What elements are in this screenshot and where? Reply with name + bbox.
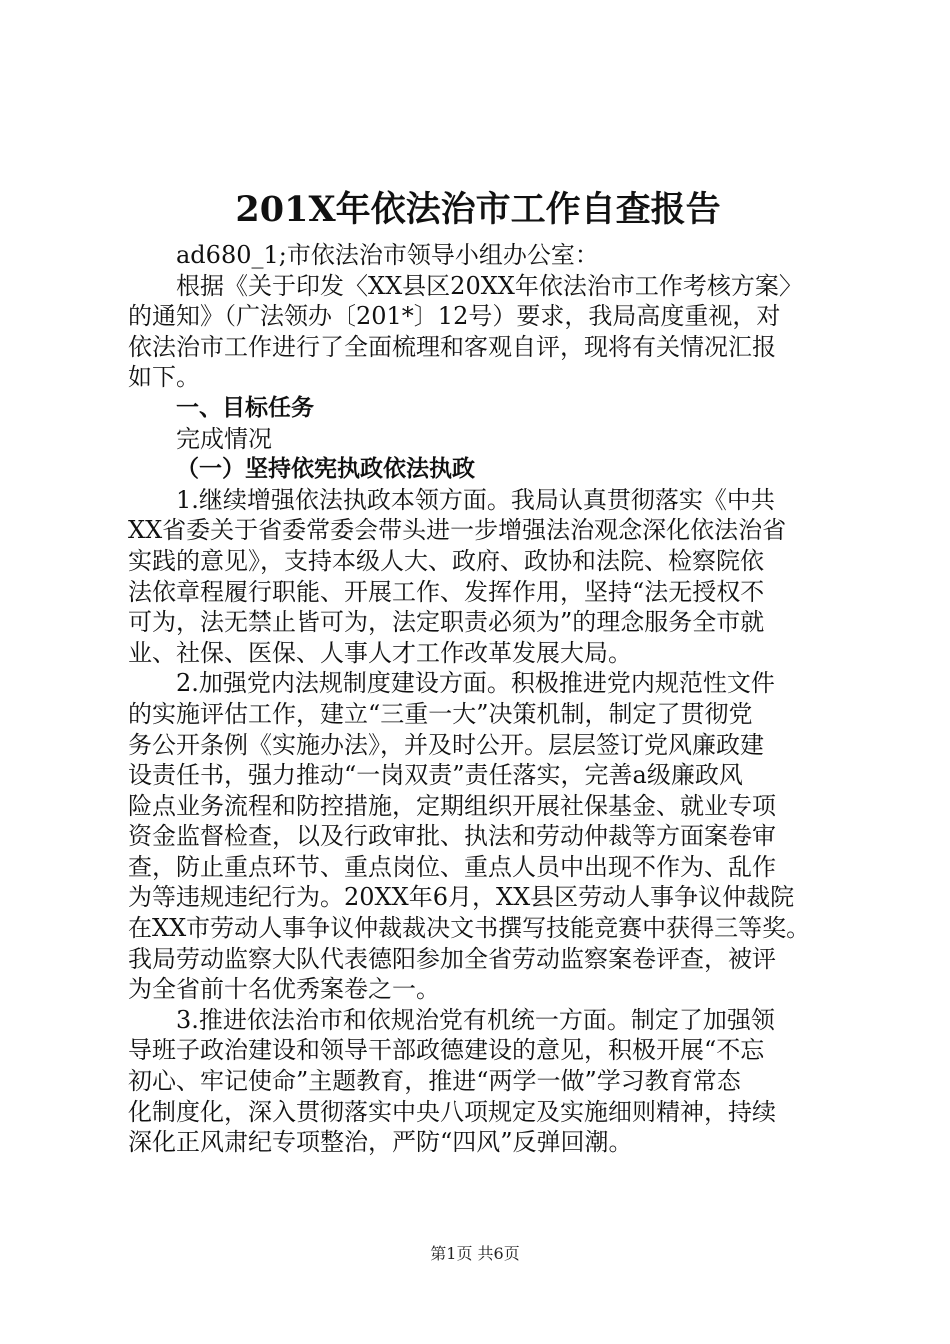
body-text-line: 依法治市工作进行了全面梳理和客观自评，现将有关情况汇报 bbox=[128, 332, 776, 361]
body-text-line: 1.继续增强依法执政本领方面。我局认真贯彻落实《中共 bbox=[176, 485, 775, 514]
body-text-line: 查，防止重点环节、重点岗位、重点人员中出现不作为、乱作 bbox=[128, 852, 776, 881]
body-text-line: 的实施评估工作，建立“三重一大”决策机制，制定了贯彻党 bbox=[128, 699, 753, 728]
body-text-line: XX省委关于省委常委会带头进一步增强法治观念深化依法治省 bbox=[128, 516, 787, 545]
body-text-line: 在XX市劳动人事争议仲裁裁决文书撰写技能竞赛中获得三等奖。 bbox=[128, 914, 811, 943]
body-text-line: ad680_1;市依法治市领导小组办公室： bbox=[176, 241, 599, 269]
body-text-line: 实践的意见》，支持本级人大、政府、政协和法院、检察院依 bbox=[128, 546, 764, 575]
section-heading: 一、目标任务 bbox=[176, 394, 314, 421]
body-text-line: 务公开条例《实施办法》，并及时公开。层层签订党风廉政建 bbox=[128, 730, 764, 759]
section-heading: （一）坚持依宪执政依法执政 bbox=[176, 456, 475, 483]
body-text-line: 为全省前十名优秀案卷之一。 bbox=[128, 975, 440, 1004]
body-text-line: 险点业务流程和防控措施，定期组织开展社保基金、就业专项 bbox=[128, 791, 776, 820]
body-text-line: 3.推进依法治市和依规治党有机统一方面。制定了加强领 bbox=[176, 1005, 775, 1034]
body-text-line: 2.加强党内法规制度建设方面。积极推进党内规范性文件 bbox=[176, 669, 775, 698]
body-text-line: 的通知》（广法领办〔201*〕12号）要求，我局高度重视，对 bbox=[128, 302, 781, 331]
body-text-line: 业、社保、医保、人事人才工作改革发展大局。 bbox=[128, 638, 632, 667]
body-text-line: 可为，法无禁止皆可为，法定职责必须为”的理念服务全市就 bbox=[128, 608, 765, 637]
body-text-line: 如下。 bbox=[128, 363, 200, 392]
document-title: 201X年依法治市工作自查报告 bbox=[235, 189, 721, 230]
body-text-line: 我局劳动监察大队代表德阳参加全省劳动监察案卷评查，被评 bbox=[128, 944, 776, 973]
body-text-line: 初心、牢记使命”主题教育，推进“两学一做”学习教育常态 bbox=[128, 1067, 741, 1096]
body-text-line: 为等违规违纪行为。20XX年6月，XX县区劳动人事争议仲裁院 bbox=[128, 883, 795, 912]
body-text-line: 化制度化，深入贯彻落实中央八项规定及实施细则精神，持续 bbox=[128, 1097, 776, 1126]
body-text-line: 导班子政治建设和领导干部政德建设的意见，积极开展“不忘 bbox=[128, 1036, 765, 1065]
document-page bbox=[128, 180, 828, 1158]
body-text-line: 设责任书，强力推动“一岗双责”责任落实，完善a级廉政风 bbox=[128, 761, 743, 790]
document-body bbox=[128, 240, 828, 1158]
page-footer: 第1页 共6页 bbox=[430, 1244, 520, 1263]
body-text-line: 法依章程履行职能、开展工作、发挥作用，坚持“法无授权不 bbox=[128, 577, 765, 606]
body-text-line: 资金监督检查，以及行政审批、执法和劳动仲裁等方面案卷审 bbox=[128, 822, 776, 851]
body-text-line: 完成情况 bbox=[176, 424, 272, 453]
body-text-line: 根据《关于印发〈XX县区20XX年依法治市工作考核方案〉 bbox=[176, 271, 803, 300]
body-text-line: 深化正风肃纪专项整治，严防“四风”反弹回潮。 bbox=[128, 1128, 633, 1157]
